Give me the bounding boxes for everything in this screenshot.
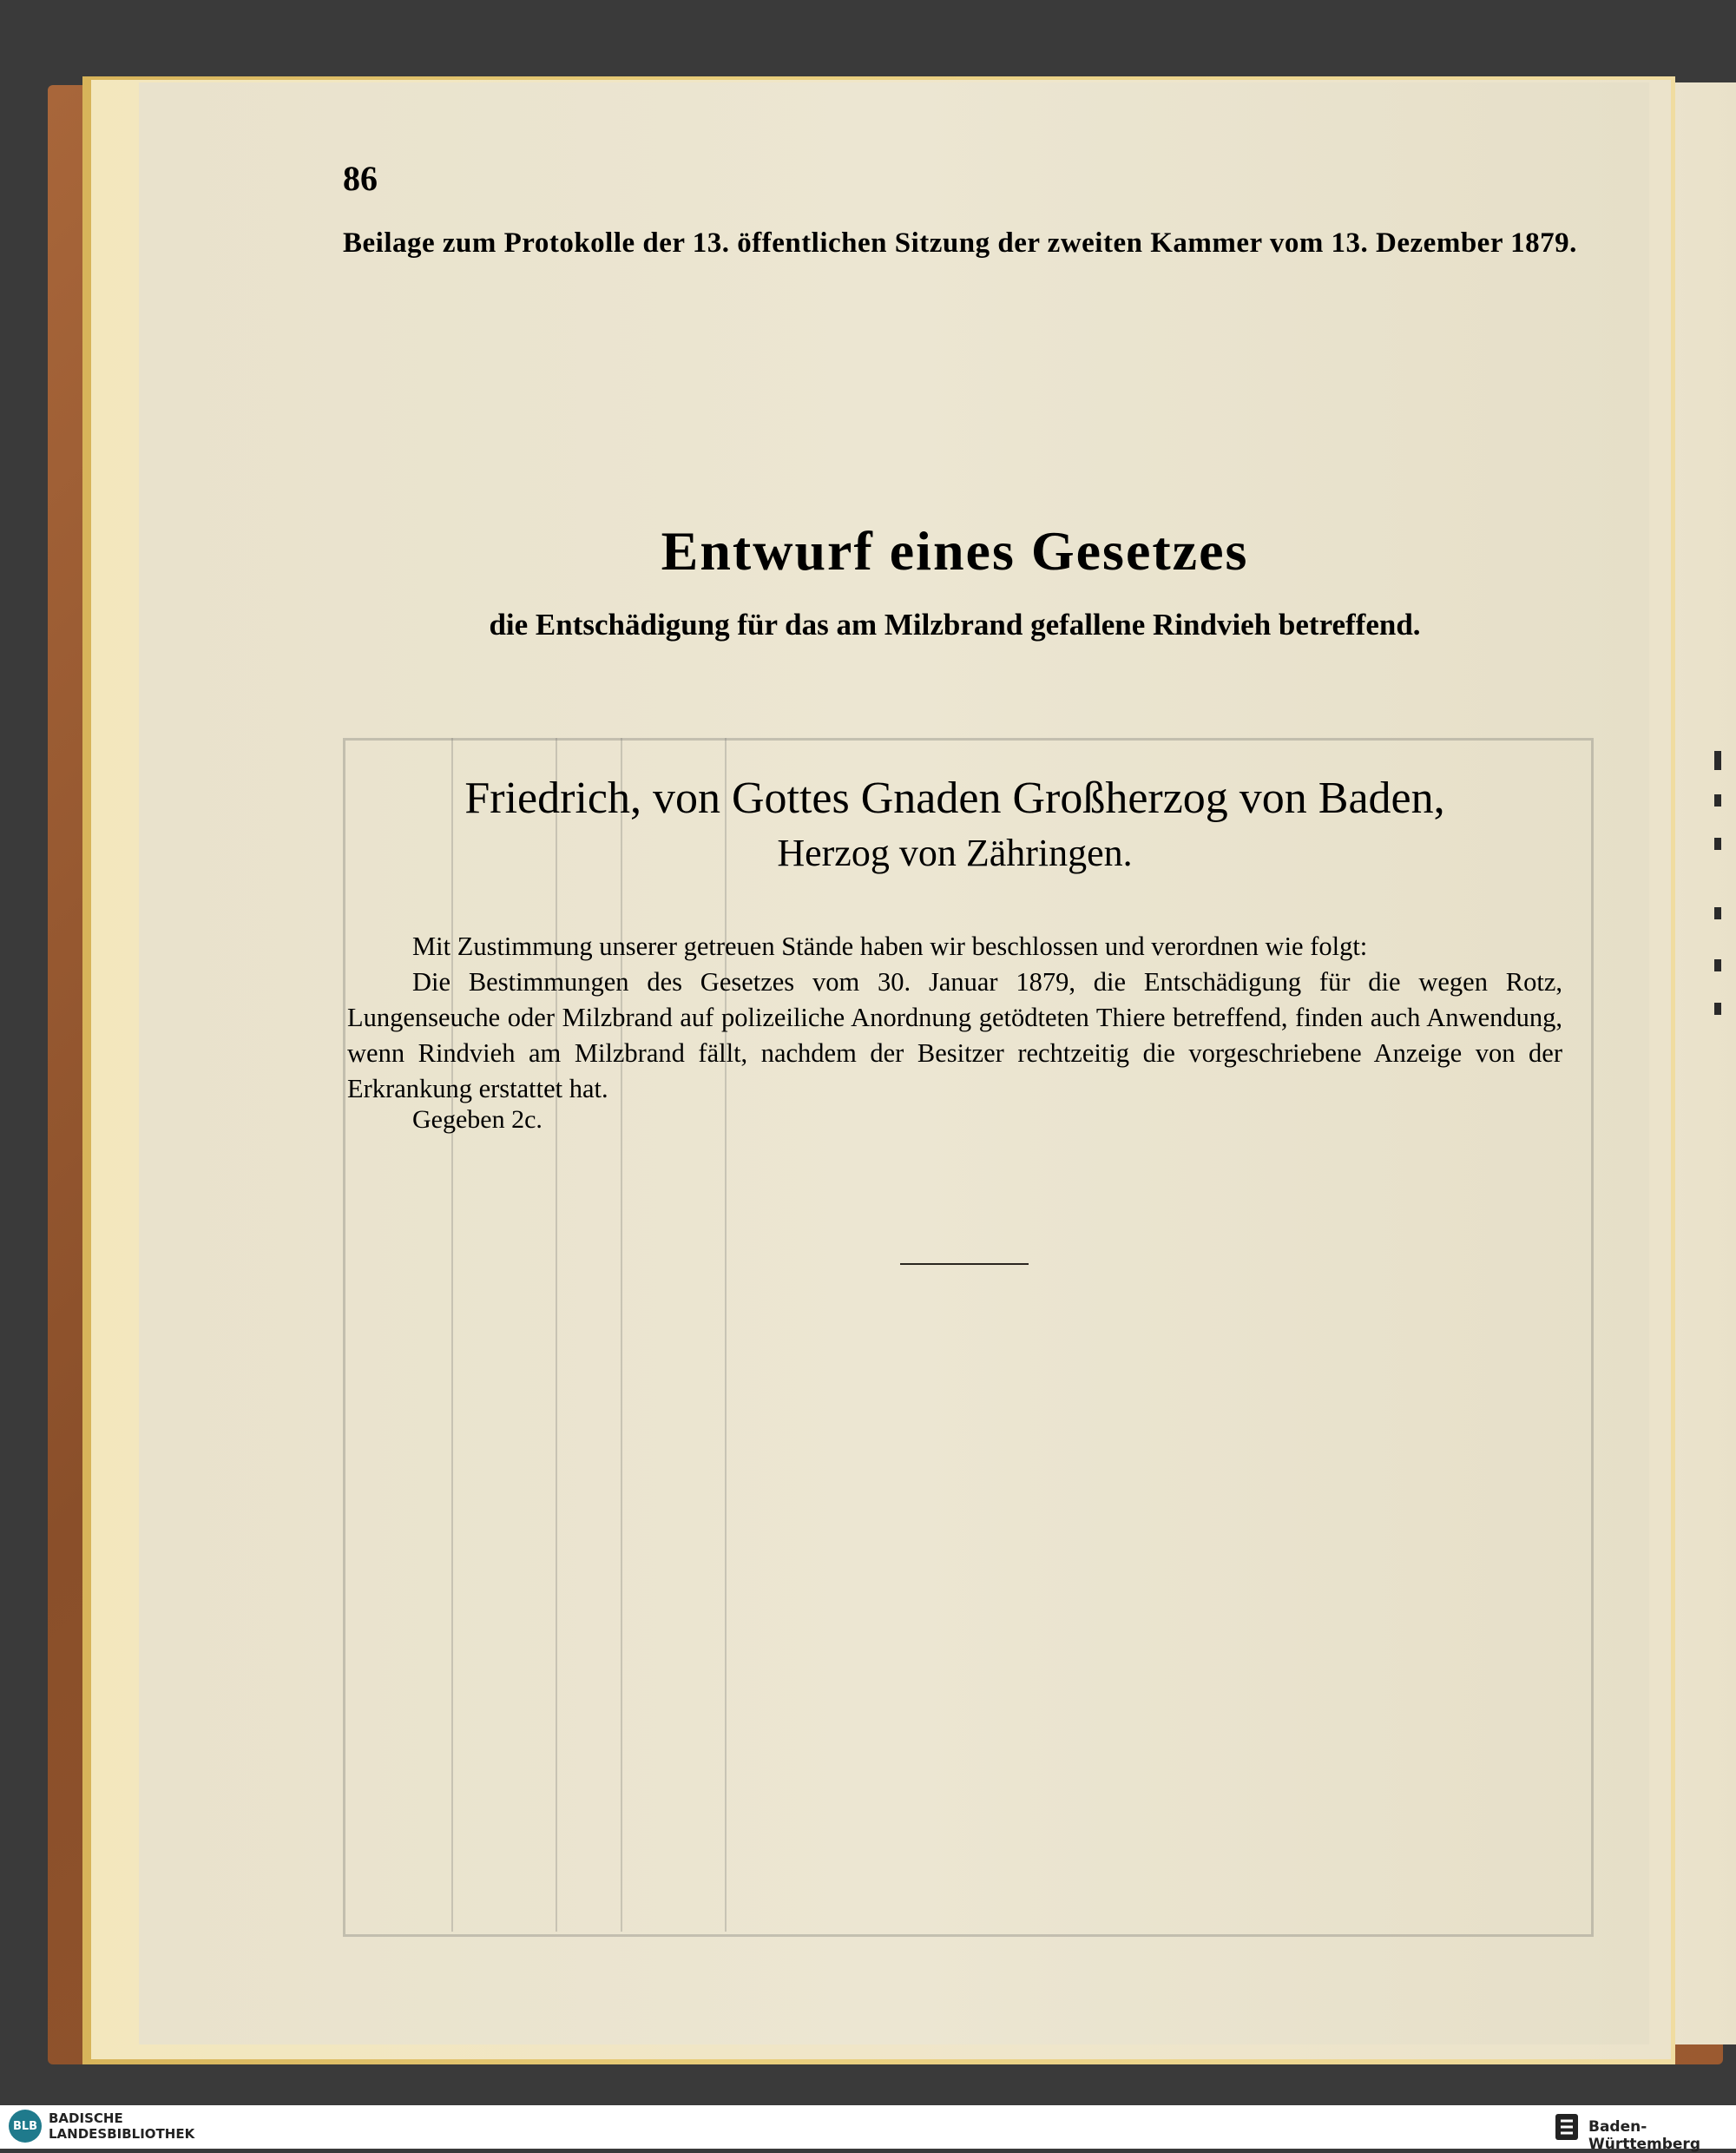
law-text [347, 929, 1562, 1107]
paragraph-provision: Die Bestimmungen des Gesetzes vom 30. Januar 1879, die Entschädigung für die wegen Rotz, Lungenseuche oder Milzbrand auf polizeiliche Anordnung getödteten Thiere betreffend, finden auch Anwendung, wenn Rindvieh am Milzbrand fällt, nachdem der Besitzer rechtzeitig die vorgeschriebene Anzeige von der Erkrankung erstattet hat. [347, 967, 1562, 1103]
closing-rule [900, 1263, 1029, 1265]
bleed-through-column [556, 738, 557, 1932]
edge-mark [1714, 751, 1721, 770]
edge-mark [1714, 959, 1721, 971]
ruler-line-1: Friedrich, von Gottes Gnaden Großherzog von Baden, [464, 774, 1445, 823]
edge-mark [1714, 907, 1721, 919]
given-line: Gegeben 2c. [412, 1105, 542, 1134]
library-name-line-1: BADISCHE [49, 2110, 123, 2126]
state-name: Baden-Württemberg [1588, 2118, 1700, 2153]
page-number: 86 [343, 159, 378, 198]
blb-logo-icon: BLB [9, 2110, 42, 2143]
library-name [49, 2110, 194, 2142]
edge-mark [1714, 794, 1721, 807]
bleed-through-table [343, 738, 1594, 1937]
edge-mark [1714, 838, 1721, 850]
supplement-line: Beilage zum Protokolle der 13. öffentlichen Sitzung der zweiten Kammer vom 13. Dezember 1879. [343, 227, 1577, 259]
bleed-through-column [725, 738, 727, 1932]
page-subtitle: die Entschädigung für das am Milzbrand gefallene Rindvieh betreffend. [489, 608, 1421, 642]
paragraph-enactment: Mit Zustimmung unserer getreuen Stände haben wir beschlossen und verordnen wie folgt: [412, 932, 1368, 961]
library-name-line-2: LANDESBIBLIOTHEK [49, 2126, 195, 2142]
edge-mark [1714, 1003, 1721, 1015]
bleed-through-column [621, 738, 622, 1932]
page-title: Entwurf eines Gesetzes [661, 520, 1249, 582]
footer-bar [0, 2105, 1736, 2149]
ruler-line-2: Herzog von Zähringen. [777, 832, 1133, 874]
bleed-through-column [451, 738, 453, 1932]
baden-wuerttemberg-lion-icon [1554, 2112, 1580, 2142]
